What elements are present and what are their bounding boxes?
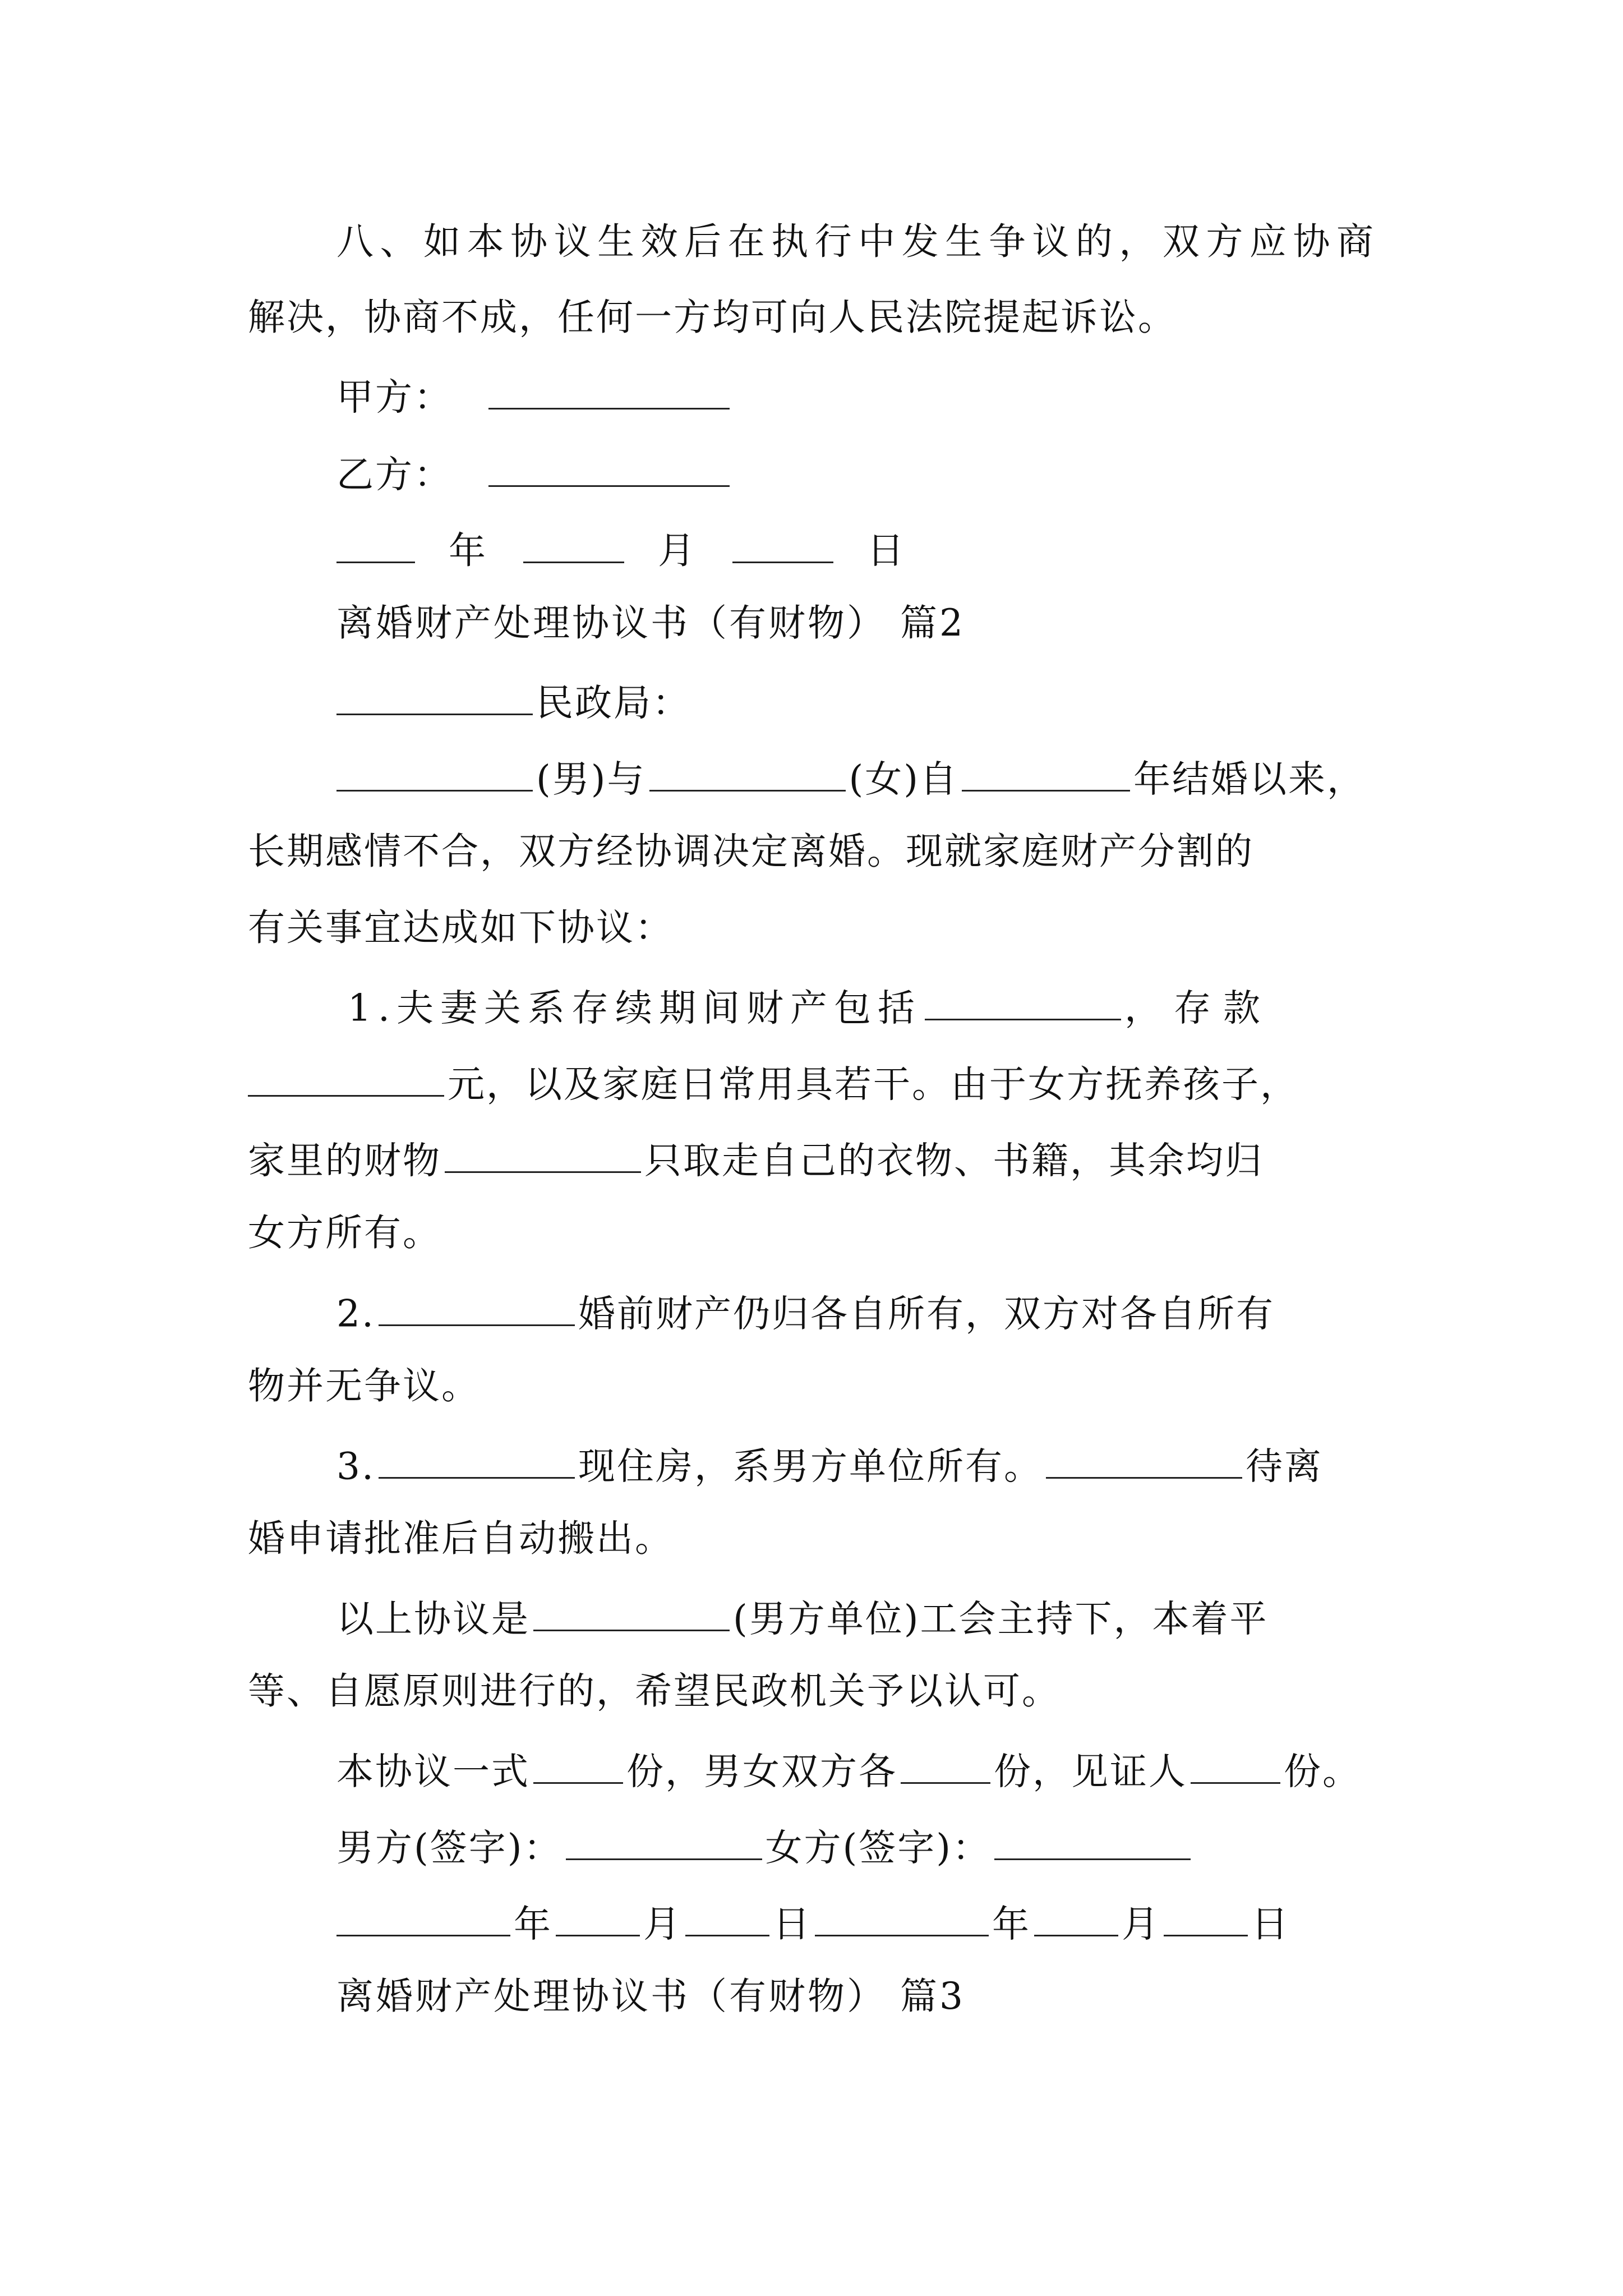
male-date-month-blank bbox=[556, 1902, 640, 1936]
total-copies-blank bbox=[533, 1749, 623, 1784]
item-3-line-1 bbox=[336, 1444, 1323, 1488]
copies-text-c: 份，见证人 bbox=[994, 1750, 1187, 1793]
date2-month-label-2: 月 bbox=[1122, 1902, 1160, 1946]
party-a-line bbox=[336, 375, 733, 419]
date1-year-blank bbox=[336, 528, 415, 563]
party-b-blank bbox=[488, 452, 730, 487]
item-1-text-b: ，存款 bbox=[1124, 986, 1272, 1030]
date2-day-label-2: 日 bbox=[1251, 1902, 1290, 1946]
date1-month-blank bbox=[523, 528, 624, 563]
item-1-line-4: 女方所有。 bbox=[248, 1211, 441, 1254]
female-signature-label: 女方(签字)： bbox=[765, 1826, 991, 1870]
intro-line-2: 长期感情不合，双方经协调决定离婚。现就家庭财产分割的 bbox=[248, 830, 1254, 873]
party-a-blank bbox=[488, 375, 730, 409]
item-3-party-blank bbox=[379, 1444, 575, 1479]
item-2-line-2: 物并无争议。 bbox=[248, 1364, 480, 1407]
female-date-year-blank bbox=[815, 1902, 989, 1936]
date2-year-label-1: 年 bbox=[514, 1902, 552, 1946]
male-date-day-blank bbox=[685, 1902, 769, 1936]
intro-male-label: (男)与 bbox=[536, 757, 646, 801]
date2-year-label-2: 年 bbox=[992, 1902, 1031, 1946]
date1-month-label: 月 bbox=[657, 529, 697, 573]
marriage-year-blank bbox=[962, 757, 1130, 792]
item-1-text-e: 只取走自己的衣物、书籍，其余均归 bbox=[644, 1139, 1264, 1182]
male-signature-blank bbox=[566, 1825, 762, 1860]
addressee-suffix: 民政局： bbox=[536, 681, 691, 725]
closing-line-2: 等、自愿原则进行的，希望民政机关予以认可。 bbox=[248, 1669, 1061, 1713]
date2-month-label-1: 月 bbox=[643, 1902, 682, 1946]
item-3-move-out-blank bbox=[1046, 1444, 1242, 1479]
item-1-text-d: 家里的财物 bbox=[248, 1139, 441, 1182]
copies-line bbox=[336, 1749, 1361, 1793]
deposit-amount-blank bbox=[248, 1062, 444, 1097]
item-1-line-2 bbox=[248, 1062, 1299, 1106]
closing-text-a: 以上协议是 bbox=[336, 1597, 530, 1641]
copies-text-d: 份。 bbox=[1284, 1750, 1361, 1793]
copies-text-a: 本协议一式 bbox=[336, 1750, 530, 1793]
item-3-text-c: 待离 bbox=[1245, 1444, 1323, 1488]
item-3-text-b: 现住房，系男方单位所有。 bbox=[578, 1444, 1043, 1488]
closing-text-b: (男方单位)工会主持下，本着平 bbox=[733, 1597, 1269, 1641]
item-3-line-2: 婚申请批准后自动搬出。 bbox=[248, 1517, 674, 1560]
date1-day-blank bbox=[732, 528, 833, 563]
male-signature-label: 男方(签字)： bbox=[336, 1826, 562, 1870]
article-8-line-1: 八、如本协议生效后在执行中发生争议的，双方应协商 bbox=[336, 220, 1375, 263]
intro-female-label: (女)自 bbox=[849, 757, 958, 801]
date2-day-label-1: 日 bbox=[773, 1902, 811, 1946]
copies-text-b: 份，男女双方各 bbox=[626, 1750, 897, 1793]
signature-line bbox=[336, 1825, 1194, 1870]
item-2-text-b: 婚前财产仍归各自所有，双方对各自所有 bbox=[578, 1292, 1275, 1336]
party-b-line bbox=[336, 452, 733, 496]
intro-line-3: 有关事宜达成如下协议： bbox=[248, 906, 674, 949]
intro-year-since: 年结婚以来， bbox=[1133, 757, 1366, 801]
female-date-day-blank bbox=[1164, 1902, 1248, 1936]
male-name-blank bbox=[336, 757, 533, 792]
addressee-line bbox=[336, 680, 691, 725]
item-1-text-a: 1.夫妻关系存续期间财产包括 bbox=[348, 986, 921, 1030]
date1-year-label: 年 bbox=[448, 529, 487, 573]
date-line-1 bbox=[336, 528, 906, 573]
item-2-text-a: 2. bbox=[336, 1292, 375, 1336]
party-a-label: 甲方： bbox=[336, 375, 453, 419]
male-date-year-blank bbox=[336, 1902, 510, 1936]
party-b-label: 乙方： bbox=[336, 453, 453, 496]
item-1-line-3 bbox=[248, 1138, 1264, 1182]
property-blank bbox=[925, 986, 1121, 1020]
male-employer-blank bbox=[533, 1596, 730, 1631]
male-party-blank bbox=[445, 1138, 641, 1173]
civil-affairs-bureau-blank bbox=[336, 680, 533, 715]
witness-copies-blank bbox=[1191, 1749, 1280, 1784]
female-name-blank bbox=[649, 757, 846, 792]
intro-line-1 bbox=[336, 757, 1366, 801]
date1-day-label: 日 bbox=[866, 529, 906, 573]
article-8-line-2: 解决，协商不成，任何一方均可向人民法院提起诉讼。 bbox=[248, 296, 1177, 339]
item-3-text-a: 3. bbox=[336, 1444, 375, 1488]
item-2-party-blank bbox=[379, 1291, 575, 1326]
item-2-line-1 bbox=[336, 1291, 1275, 1336]
item-1-line-1 bbox=[348, 986, 1272, 1030]
closing-line-1 bbox=[336, 1596, 1269, 1641]
section-heading-3: 离婚财产处理协议书（有财物） 篇3 bbox=[336, 1975, 965, 2018]
section-heading-2: 离婚财产处理协议书（有财物） 篇2 bbox=[336, 601, 965, 645]
female-date-month-blank bbox=[1034, 1902, 1118, 1936]
item-1-text-c: 元，以及家庭日常用具若干。由于女方抚养孩子， bbox=[448, 1062, 1299, 1106]
date-line-2 bbox=[336, 1902, 1290, 1946]
female-signature-blank bbox=[994, 1825, 1191, 1860]
each-party-copies-blank bbox=[901, 1749, 990, 1784]
